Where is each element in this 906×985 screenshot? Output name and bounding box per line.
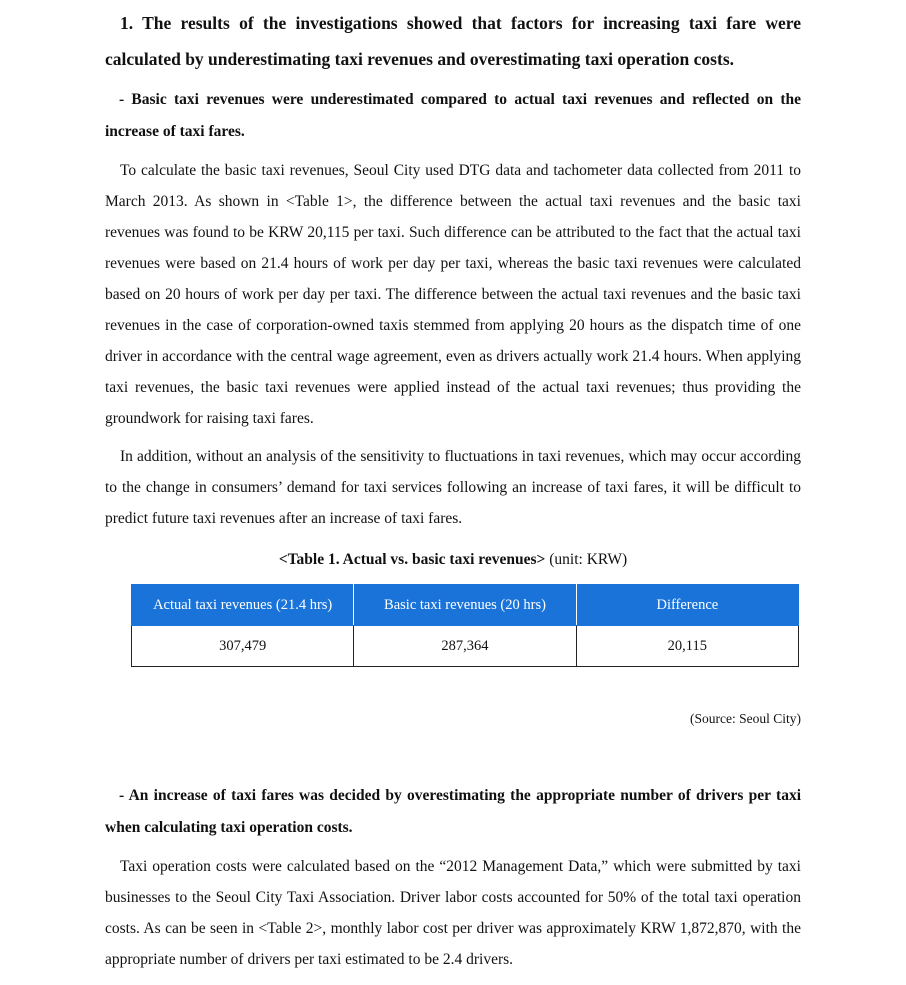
table-header-basic: Basic taxi revenues (20 hrs) [354,585,576,626]
paragraph-operation-costs: Taxi operation costs were calculated based on the “2012 Management Data,” which were submitted by taxi businesses to the Seoul City Taxi Association. Driver labor costs accounted for 50% of the total taxi operation costs. As can be seen in <Table 2>, monthly labor cost per driver was approximately KRW 1,872,870, with the appropriate number of drivers per taxi estimated to be 2.4 drivers. [105,858,801,968]
section-heading: 1. The results of the investigations showed that factors for increasing taxi fare were calculated by underestimating taxi revenues and overestimating taxi operation costs. [105,13,801,69]
subheading-operation-costs: - An increase of taxi fares was decided by overestimating the appropriate number of drivers per taxi when calculating taxi operation costs. [105,787,801,836]
table-caption-unit: (unit: KRW) [545,551,628,568]
subheading-revenues: - Basic taxi revenues were underestimated compared to actual taxi revenues and reflected on the increase of taxi fares. [105,91,801,140]
paragraph-sensitivity: In addition, without an analysis of the sensitivity to fluctuations in taxi revenues, which may occur according to the change in consumers’ demand for taxi services following an increase of taxi fares, it will be difficult to predict future taxi revenues after an increase of taxi fares. [105,448,801,527]
table-cell-basic: 287,364 [354,626,576,667]
table-caption [105,551,801,569]
section-operation-costs [105,780,801,975]
table-header-row [132,585,799,626]
table-cell-actual: 307,479 [132,626,354,667]
paragraph-basic-revenues: To calculate the basic taxi revenues, Seoul City used DTG data and tachometer data collected from 2011 to March 2013. As shown in <Table 1>, the difference between the actual taxi revenues and the basic taxi revenues was found to be KRW 20,115 per taxi. Such difference can be attributed to the fact that the actual taxi revenues were based on 21.4 hours of work per day per taxi, whereas the basic taxi revenues were calculated based on 20 hours of work per day per taxi. The difference between the actual taxi revenues and the basic taxi revenues in the case of corporation-owned taxis stemmed from applying 20 hours as the dispatch time of one driver in accordance with the central wage agreement, even as drivers actually work 21.4 hours. When applying taxi revenues, the basic taxi revenues were applied instead of the actual taxi revenues; thus providing the groundwork for raising taxi fares. [105,162,801,427]
table-caption-title: <Table 1. Actual vs. basic taxi revenues> [278,551,546,568]
table-source: (Source: Seoul City) [690,711,801,726]
table-header-actual: Actual taxi revenues (21.4 hrs) [132,585,354,626]
revenues-table [131,584,799,667]
table-cell-difference: 20,115 [576,626,798,667]
table-header-difference: Difference [576,585,798,626]
table-row [132,626,799,667]
section-revenues [105,0,801,534]
